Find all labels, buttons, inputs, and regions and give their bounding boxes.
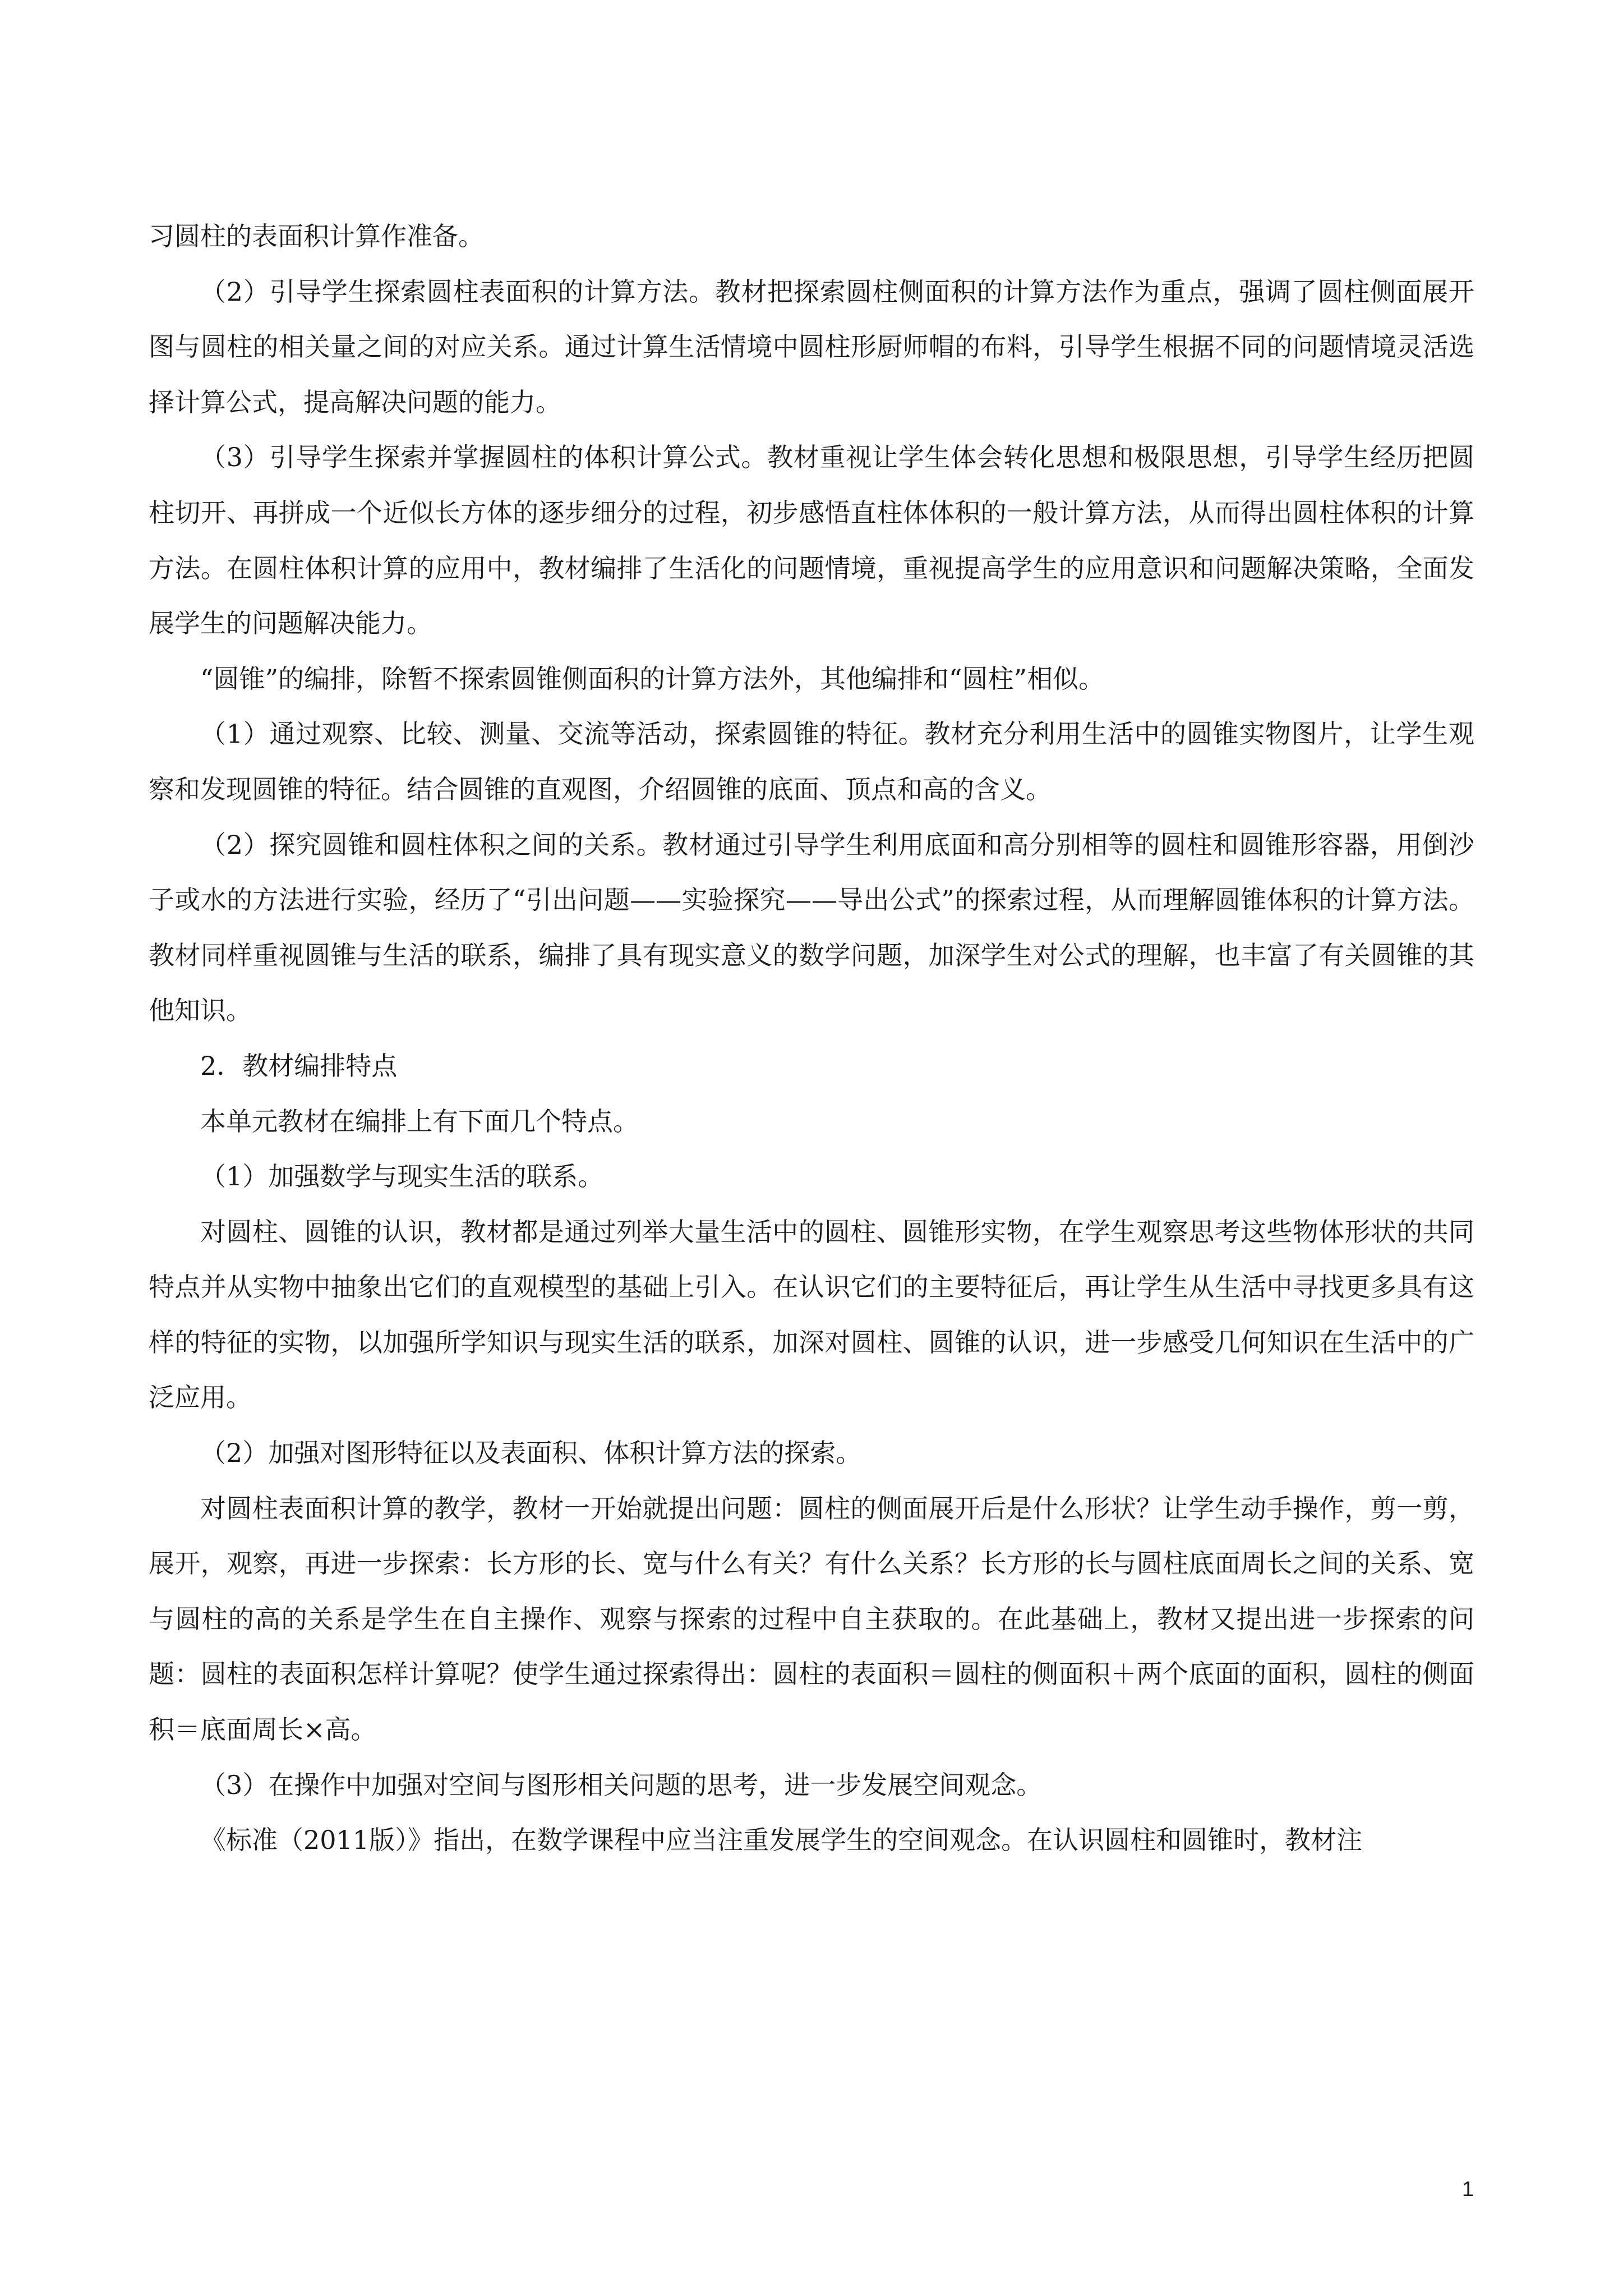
paragraph-features-intro: 本单元教材在编排上有下面几个特点。 xyxy=(200,1106,639,1137)
page-number: 1 xyxy=(1461,2178,1474,2201)
subheading-real-life: （1）加强数学与现实生活的联系。 xyxy=(200,1161,604,1192)
paragraph-cone-features: （1）通过观察、比较、测量、交流等活动，探索圆锥的特征。教材充分利用生活中的圆锥实物图片，让学生观察和发现圆锥的特征。结合圆锥的直观图，介绍圆锥的底面、顶点和高的含义。 xyxy=(149,719,1474,804)
paragraph-cylinder-surface-area: （2）引导学生探索圆柱表面积的计算方法。教材把探索圆柱侧面积的计算方法作为重点，强调了圆柱侧面展开图与圆柱的相关量之间的对应关系。通过计算生活情境中圆柱形厨师帽的布料，引导学生根据不同的问题情境灵活选择计算公式，提高解决问题的能力。 xyxy=(149,276,1474,417)
paragraph-cylinder-volume: （3）引导学生探索并掌握圆柱的体积计算公式。教材重视让学生体会转化思想和极限思想，引导学生经历把圆柱切开、再拼成一个近似长方体的逐步细分的过程，初步感悟直柱体体积的一般计算方法，从而得出圆柱体积的计算方法。在圆柱体积计算的应用中，教材编排了生活化的问题情境，重视提高学生的应用意识和问题解决策略，全面发展学生的问题解决能力。 xyxy=(149,442,1474,639)
paragraph-standard: 《标准（2011版）》指出，在数学课程中应当注重发展学生的空间观念。在认识圆柱和圆锥时，教材注 xyxy=(200,1825,1363,1856)
paragraph-cone-volume: （2）探究圆锥和圆柱体积之间的关系。教材通过引导学生利用底面和高分别相等的圆柱和圆锥形容器，用倒沙子或水的方法进行实验，经历了“引出问题——实验探究——导出公式”的探索过程，从而理解圆锥体积的计算方法。教材同样重视圆锥与生活的联系，编排了具有现实意义的数学问题，加深学生对公式的理解，也丰富了有关圆锥的其他知识。 xyxy=(149,829,1474,1026)
paragraph-continuation: 习圆柱的表面积计算作准备。 xyxy=(149,221,484,251)
paragraph-exploration: 对圆柱表面积计算的教学，教材一开始就提出问题：圆柱的侧面展开后是什么形状？让学生动手操作，剪一剪，展开，观察，再进一步探索：长方形的长、宽与什么有关？有什么关系？长方形的长与圆柱底面周长之间的关系、宽与圆柱的高的关系是学生在自主操作、观察与探索的过程中自主获取的。在此基础上，教材又提出进一步探索的问题：圆柱的表面积怎样计算呢？使学生通过探索得出：圆柱的表面积＝圆柱的侧面积＋两个底面的面积，圆柱的侧面积＝底面周长×高。 xyxy=(149,1493,1474,1745)
section-heading: 2．教材编排特点 xyxy=(200,1050,398,1081)
paragraph-cone-intro: “圆锥”的编排，除暂不探索圆锥侧面积的计算方法外，其他编排和“圆柱”相似。 xyxy=(200,663,1105,694)
subheading-exploration: （2）加强对图形特征以及表面积、体积计算方法的探索。 xyxy=(200,1438,862,1469)
body-text xyxy=(149,209,1474,1868)
subheading-spatial: （3）在操作中加强对空间与图形相关问题的思考，进一步发展空间观念。 xyxy=(200,1769,1043,1800)
paragraph-real-life: 对圆柱、圆锥的认识，教材都是通过列举大量生活中的圆柱、圆锥形实物，在学生观察思考这些物体形状的共同特点并从实物中抽象出它们的直观模型的基础上引入。在认识它们的主要特征后，再让学生从生活中寻找更多具有这样的特征的实物，以加强所学知识与现实生活的联系，加深对圆柱、圆锥的认识，进一步感受几何知识在生活中的广泛应用。 xyxy=(149,1216,1474,1413)
